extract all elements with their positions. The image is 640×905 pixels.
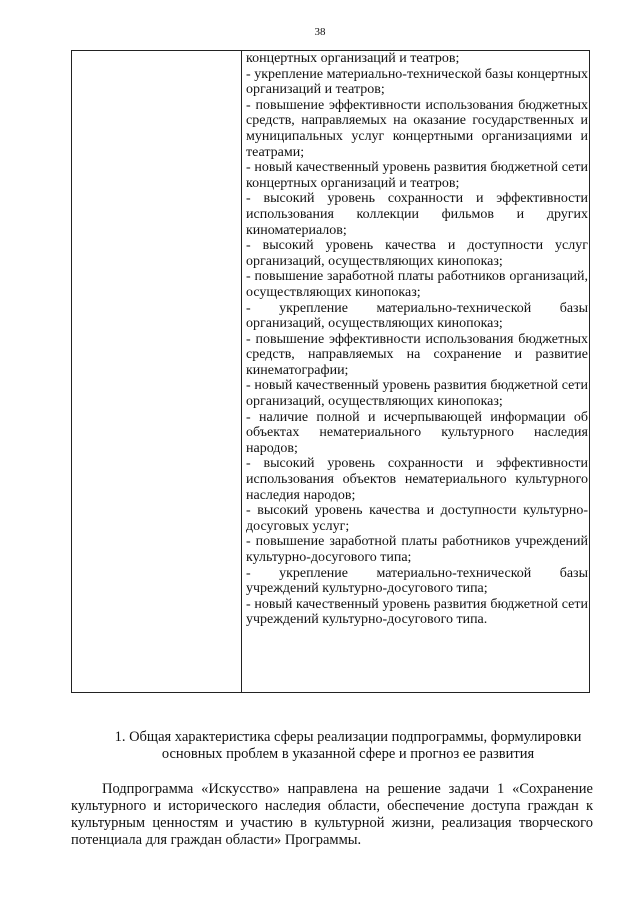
page-number: 38 xyxy=(314,26,326,38)
list-item: - новый качественный уровень развития бюджетной сети организаций, осуществляющих кинопоказ; xyxy=(246,378,588,410)
table-row xyxy=(72,51,590,693)
list-item: - повышение заработной платы работников учреждений культурно-досугового типа; xyxy=(246,534,588,565)
list-item: - укрепление материально-технической базы организаций, осуществляющих кинопоказ; xyxy=(246,300,588,332)
table-cell-right xyxy=(242,51,590,693)
section-heading: 1. Общая характеристика сферы реализации подпрограммы, формулировки основных проблем в указанной сфере и прогноз ее развития xyxy=(114,729,582,762)
list-item: - высокий уровень качества и доступности услуг организаций, осуществляющих кинопоказ; xyxy=(246,238,588,269)
list-item: - повышение эффективности использования бюджетных средств, направляемых на сохранение и развитие кинематографии; xyxy=(246,331,588,378)
list-item: - повышение эффективности использования бюджетных средств, направляемых на оказание государственных и муниципальных услуг концертными организациями и театрами; xyxy=(246,97,588,160)
list-item: - высокий уровень сохранности и эффективности использования объектов нематериального культурного наследия народов; xyxy=(246,456,588,503)
list-item: - повышение заработной платы работников организаций, осуществляющих кинопоказ; xyxy=(246,269,588,300)
list-item: - укрепление материально-технической базы учреждений культурно-досугового типа; xyxy=(246,565,588,597)
list-item: - новый качественный уровень развития бюджетной сети концертных организаций и театров; xyxy=(246,160,588,191)
list-item: - новый качественный уровень развития бюджетной сети учреждений культурно-досугового типа. xyxy=(246,596,588,628)
results-table xyxy=(71,50,590,693)
list-item: - высокий уровень сохранности и эффективности использования коллекции фильмов и других киноматериалов; xyxy=(246,191,588,238)
list-item: - наличие полной и исчерпывающей информации об объектах нематериального культурного наследия народов; xyxy=(246,409,588,456)
table-cell-left xyxy=(72,51,242,693)
list-item: - высокий уровень качества и доступности культурно-досуговых услуг; xyxy=(246,503,588,534)
list-item: концертных организаций и театров; xyxy=(246,51,460,66)
list-item: - укрепление материально-технической базы концертных организаций и театров; xyxy=(246,66,588,98)
body-paragraph: Подпрограмма «Искусство» направлена на решение задачи 1 «Сохранение культурного и исторического наследия области, обеспечение доступа граждан к культурным ценностям и участию в культурной жизни, реализация творческого потенциала для граждан области» Программы. xyxy=(71,781,593,848)
expected-results-list xyxy=(246,51,588,628)
